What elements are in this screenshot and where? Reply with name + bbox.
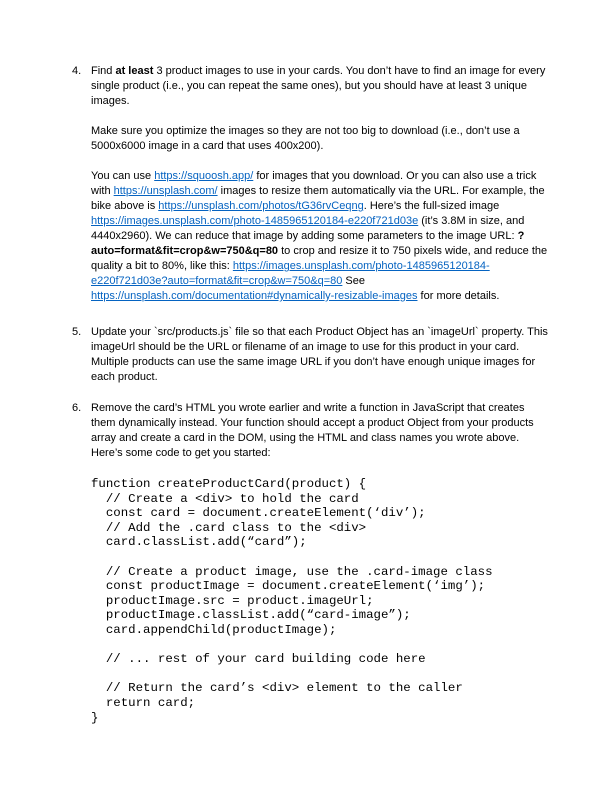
- code-line: productImage.classList.add(“card-image”);: [91, 608, 411, 623]
- code-line: // ... rest of your card building code here: [91, 652, 426, 667]
- paragraph-update-products: Update your `src/products.js` file so that each Product Object has an `imageUrl` property. This imageUrl should be the URL or filename of an image to use for this product in your card. Multiple products can use the same image URL if you don’t have enough unique images for each product.: [91, 326, 548, 383]
- link-unsplash-photo[interactable]: https://unsplash.com/photos/tG36rvCeqng: [158, 200, 364, 212]
- link-unsplash[interactable]: https://unsplash.com/: [113, 185, 218, 197]
- code-line: const card = document.createElement(‘div’);: [91, 506, 426, 521]
- link-full-image[interactable]: https://images.unsplash.com/photo-1485965120184-e220f721d03e: [91, 215, 419, 227]
- code-line: const productImage = document.createElement(‘img’);: [91, 579, 486, 594]
- code-line: productImage.src = product.imageUrl;: [91, 593, 374, 608]
- code-line: // Create a product image, use the .card-image class: [91, 564, 493, 579]
- code-line: card.appendChild(productImage);: [91, 622, 337, 637]
- code-line: function createProductCard(product) {: [91, 477, 367, 491]
- url-params: ?auto=format&fit=crop&w=750&q=80: [91, 230, 525, 257]
- code-line: // Create a <div> to hold the card: [91, 491, 359, 506]
- code-line: // Add the .card class to the <div>: [91, 520, 367, 535]
- code-line: return card;: [91, 695, 196, 710]
- code-line: // Return the card’s <div> element to the caller: [91, 681, 463, 696]
- list-number: 4.: [72, 65, 82, 77]
- paragraph-remove-html: Remove the card’s HTML you wrote earlier and write a function in JavaScript that creates them dynamically instead. Your function should accept a product Object from your products array and create a card in the DOM, using the HTML and class names you wrote above. Here’s some code to get you started:: [91, 402, 534, 459]
- paragraph-optimize: Make sure you optimize the images so they are not too big to download (i.e., don’t use a 5000x6000 image in a card that uses 400x200).: [91, 125, 520, 152]
- list-item-body: [91, 325, 548, 385]
- code-blank-line: [91, 638, 493, 653]
- code-blank-line: [91, 667, 493, 682]
- link-resized-image[interactable]: https://images.unsplash.com/photo-1485965120184-e220f721d03e?auto=format&fit=crop&w=750&q=80: [91, 260, 490, 287]
- emphasis-at-least: at least: [115, 65, 154, 77]
- list-number: 5.: [72, 326, 82, 338]
- paragraph-find-images: Find at least 3 product images to use in your cards. You don’t have to find an image for every single product (i.e., you can repeat the same ones), but you should have at least 3 unique images.: [91, 65, 546, 107]
- paragraph-resize-tips: You can use https://squoosh.app/ for images that you download. Or you can also use a trick with https://unsplash.com/ images to resize them automatically via the URL. For example, the bike above is https://unsplash.com/photos/tG36rvCeqng. Here’s the full-sized image https://images.unsplash.com/photo-1485965120184-e220f721d03e (it’s 3.8M in size, and 4440x2960). We can reduce that image by adding some parameters to the image URL: ?auto=format&fit=crop&w=750&q=80 to crop and resize it to 750 pixels wide, and reduce the quality a bit to 80%, like this: https://images.unsplash.com/photo-1485965120184-e220f721d03e?auto=format&fit=crop&w=750&q=80 See https://unsplash.com/documentation#dynamically-resizable-images for more details.: [91, 170, 548, 302]
- link-squoosh[interactable]: https://squoosh.app/: [154, 170, 254, 182]
- link-unsplash-docs[interactable]: https://unsplash.com/documentation#dynamically-resizable-images: [91, 290, 418, 302]
- list-number: 6.: [72, 402, 82, 414]
- list-item-body: [91, 401, 548, 461]
- code-line: card.classList.add(“card”);: [91, 535, 307, 550]
- code-line: }: [91, 710, 99, 725]
- list-item-body: [91, 64, 548, 304]
- code-block: [91, 477, 493, 725]
- code-blank-line: [91, 550, 493, 565]
